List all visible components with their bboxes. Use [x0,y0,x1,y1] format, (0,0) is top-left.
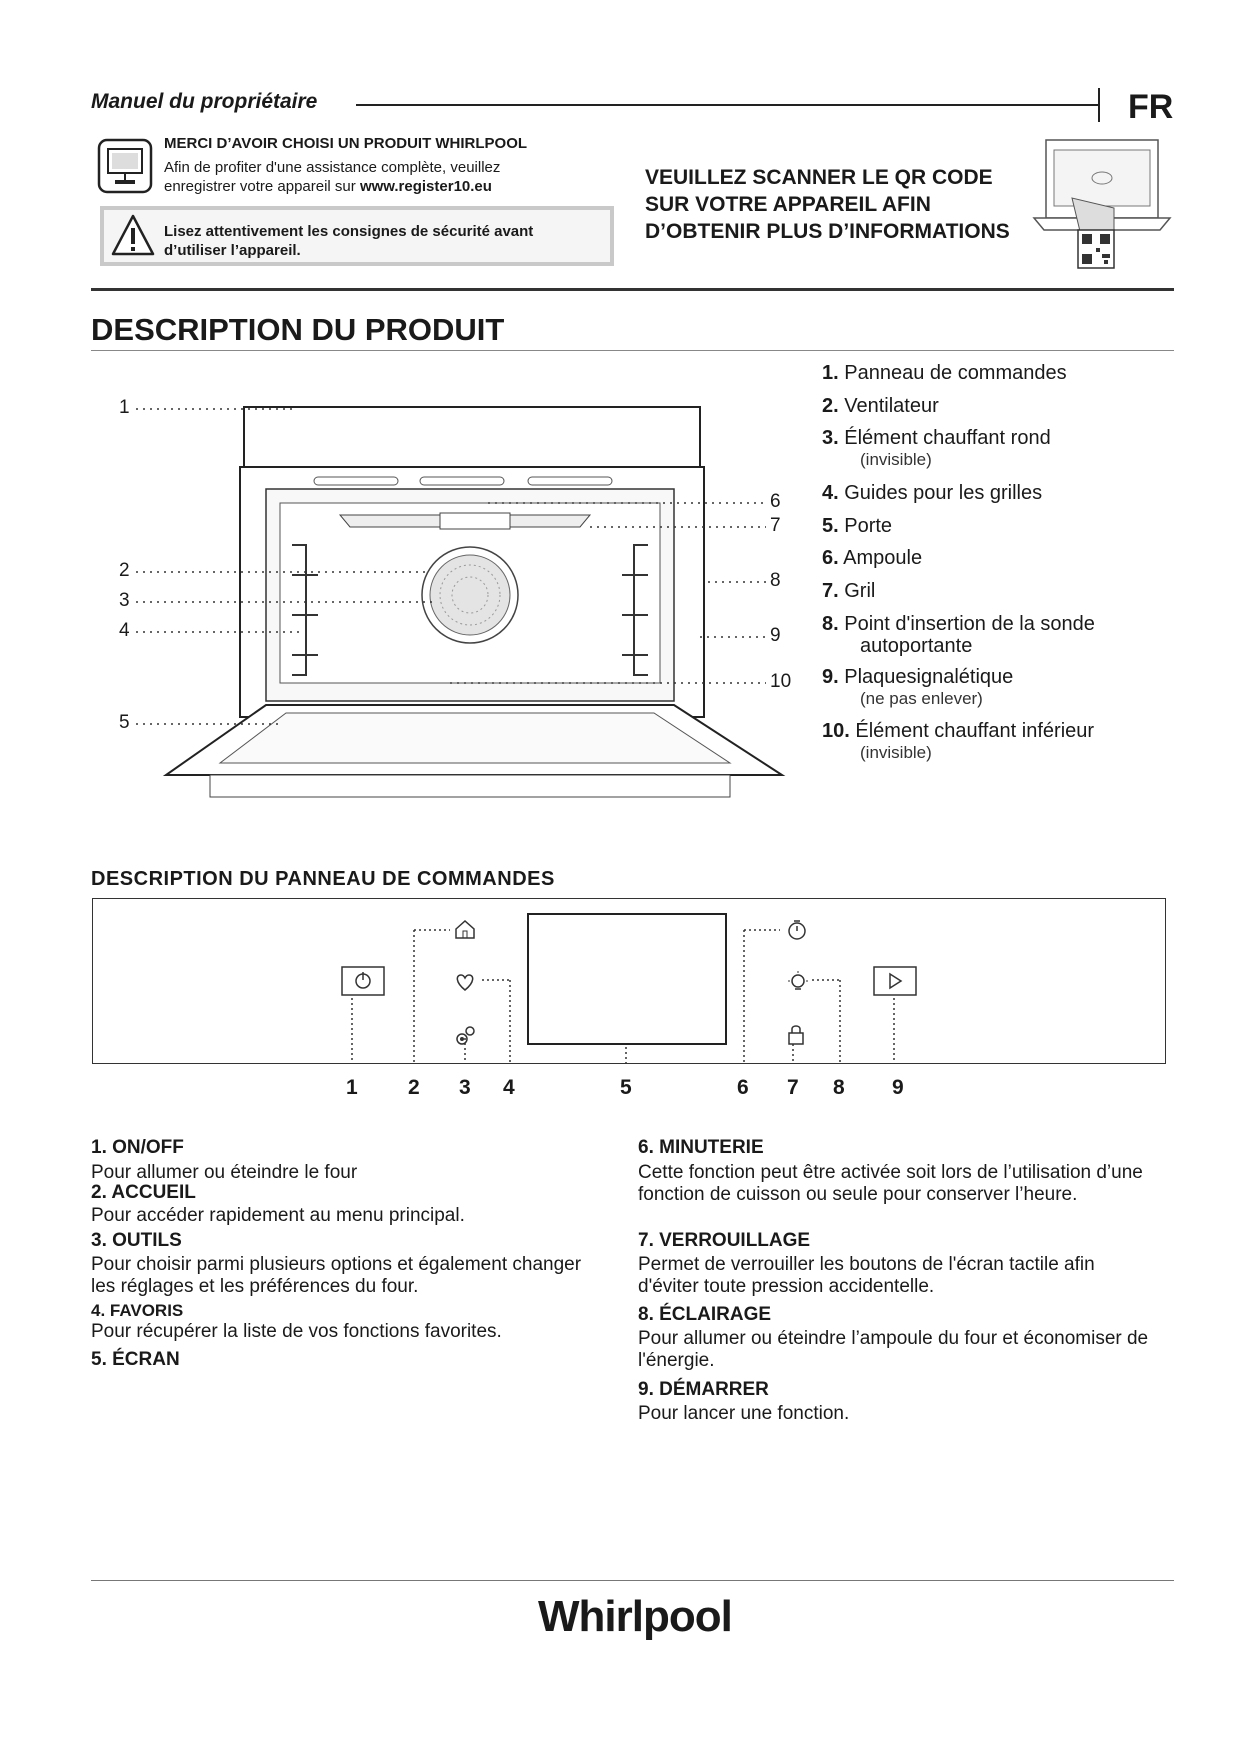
legend-label: Gril [844,580,876,602]
desc-text-minuterie: Cette fonction peut être activée soit lors de l’utilisation d’une fonction de cuisson ou seule pour conserver l’heure. [638,1162,1143,1205]
light-bulb-icon[interactable] [785,970,811,994]
oven-qr-illustration [1024,138,1174,272]
panel-number-9: 9 [892,1076,904,1099]
legend-num: 1. [822,362,839,384]
desc-heading-on-off: 1. ON/OFF [91,1137,184,1158]
desc-text-outils: Pour choisir parmi plusieurs options et également changer les réglages et les préférences du four. [91,1254,582,1297]
desc-heading-outils: 3. OUTILS [91,1230,182,1251]
desc-heading-ecran: 5. ÉCRAN [91,1349,180,1370]
tools-gear-icon[interactable] [453,1024,477,1048]
callout-5: 5 [119,712,130,733]
header-tick [1098,88,1100,122]
legend-num: 2. [822,395,839,417]
legend-item-5 [822,515,892,537]
legend-label: Élément chauffant rond [844,427,1051,449]
whirlpool-logo: Whirlpool [538,1592,732,1641]
legend-label: Élément chauffant inférieur [855,720,1095,742]
desc-heading-verrouillage: 7. VERROUILLAGE [638,1230,811,1251]
qr-line2: SUR VOTRE APPAREIL AFIN [645,193,931,216]
legend-label: Guides pour les grilles [844,482,1043,504]
callout-6: 6 [770,491,781,512]
warning-line2: d’utiliser l’appareil. [164,242,301,259]
callout-7: 7 [770,515,781,536]
section-underline [91,350,1174,351]
desc-heading-accueil: 2. ACCUEIL [91,1182,196,1203]
legend-label: Panneau de commandes [844,362,1067,384]
legend-item-9 [822,666,1013,710]
legend-num: 5. [822,515,839,537]
legend-label: Point d'insertion de la sonde [844,613,1095,635]
legend-item-3 [822,427,1051,471]
heart-icon[interactable] [453,972,477,992]
panel-number-7: 7 [787,1076,799,1099]
callout-4: 4 [119,620,130,641]
oven-diagram [110,395,810,815]
legend-item-8 [822,613,1095,657]
panel-number-4: 4 [503,1076,515,1099]
callout-3: 3 [119,590,130,611]
info-text-line1: Afin de profiter d'une assistance complète, veuillez [164,159,501,176]
qr-line3: D’OBTENIR PLUS D’INFORMATIONS [645,220,1010,243]
desc-heading-eclairage: 8. ÉCLAIRAGE [638,1304,772,1325]
legend-item-2 [822,395,939,417]
legend-num: 10. [822,720,850,742]
desc-text-eclairage: Pour allumer ou éteindre l’ampoule du four et économiser de l'énergie. [638,1328,1149,1371]
info-title: MERCI D’AVOIR CHOISI UN PRODUIT WHIRLPOOL [164,135,528,152]
manual-title: Manuel du propriétaire [91,90,318,113]
start-button[interactable] [873,966,917,996]
legend-sub: (invisible) [860,743,932,762]
panel-number-5: 5 [620,1076,632,1099]
panel-number-1: 1 [346,1076,358,1099]
info-text [164,158,564,196]
legend-label: Ventilateur [844,395,939,417]
callout-1: 1 [119,397,130,418]
legend-sub: (invisible) [860,450,932,469]
desc-heading-favoris: 4. FAVORIS [91,1301,184,1320]
legend-num: 4. [822,482,839,504]
legend-item-4 [822,482,1042,504]
panel-number-2: 2 [408,1076,420,1099]
callout-2: 2 [119,560,130,581]
desc-text-demarrer: Pour lancer une fonction. [638,1403,850,1424]
power-button[interactable] [341,966,385,996]
callout-8: 8 [770,570,781,591]
legend-label: Ampoule [843,547,923,569]
panel-section-title: DESCRIPTION DU PANNEAU DE COMMANDES [91,868,555,890]
legend-label: Plaquesignalétique [844,666,1014,688]
legend-num: 3. [822,427,839,449]
callout-9: 9 [770,625,781,646]
legend-num: 7. [822,580,839,602]
legend-num: 9. [822,666,839,688]
legend-item-10 [822,720,1094,764]
panel-number-6: 6 [737,1076,749,1099]
warning-icon [110,212,156,258]
desc-heading-demarrer: 9. DÉMARRER [638,1379,769,1400]
legend-item-7 [822,580,875,602]
legend-item-1 [822,362,1067,384]
panel-number-8: 8 [833,1076,845,1099]
product-section-title: DESCRIPTION DU PRODUIT [91,312,505,347]
legend-sub: autoportante [860,635,973,657]
footer-rule [91,1580,1174,1581]
control-panel-diagram [92,898,1166,1064]
header-rule [356,104,1098,106]
lock-icon[interactable] [786,1024,806,1046]
desc-heading-minuterie: 6. MINUTERIE [638,1137,764,1158]
warning-line1: Lisez attentivement les consignes de sécurité avant [164,223,534,240]
qr-instructions [645,164,1025,245]
info-text-line2: enregistrer votre appareil sur [164,178,360,195]
legend-label: Porte [844,515,893,537]
timer-icon[interactable] [785,918,809,942]
home-icon[interactable] [453,918,477,940]
desc-text-on-off: Pour allumer ou éteindre le four [91,1162,358,1183]
language-label: FR [1128,88,1174,126]
qr-line1: VEUILLEZ SCANNER LE QR CODE [645,166,993,189]
callout-10: 10 [770,671,792,692]
warning-text [164,222,604,260]
legend-num: 8. [822,613,839,635]
desc-text-accueil: Pour accéder rapidement au menu principal. [91,1205,465,1226]
desc-text-favoris: Pour récupérer la liste de vos fonctions favorites. [91,1321,502,1342]
section-rule [91,288,1174,291]
legend-sub: (ne pas enlever) [860,689,983,708]
legend-item-6 [822,547,922,569]
panel-number-3: 3 [459,1076,471,1099]
legend-num: 6. [822,547,839,569]
register-link[interactable]: www.register10.eu [359,178,492,195]
monitor-icon [97,138,153,194]
desc-text-verrouillage: Permet de verrouiller les boutons de l'écran tactile afin d'éviter toute pression accidentelle. [638,1254,1095,1297]
